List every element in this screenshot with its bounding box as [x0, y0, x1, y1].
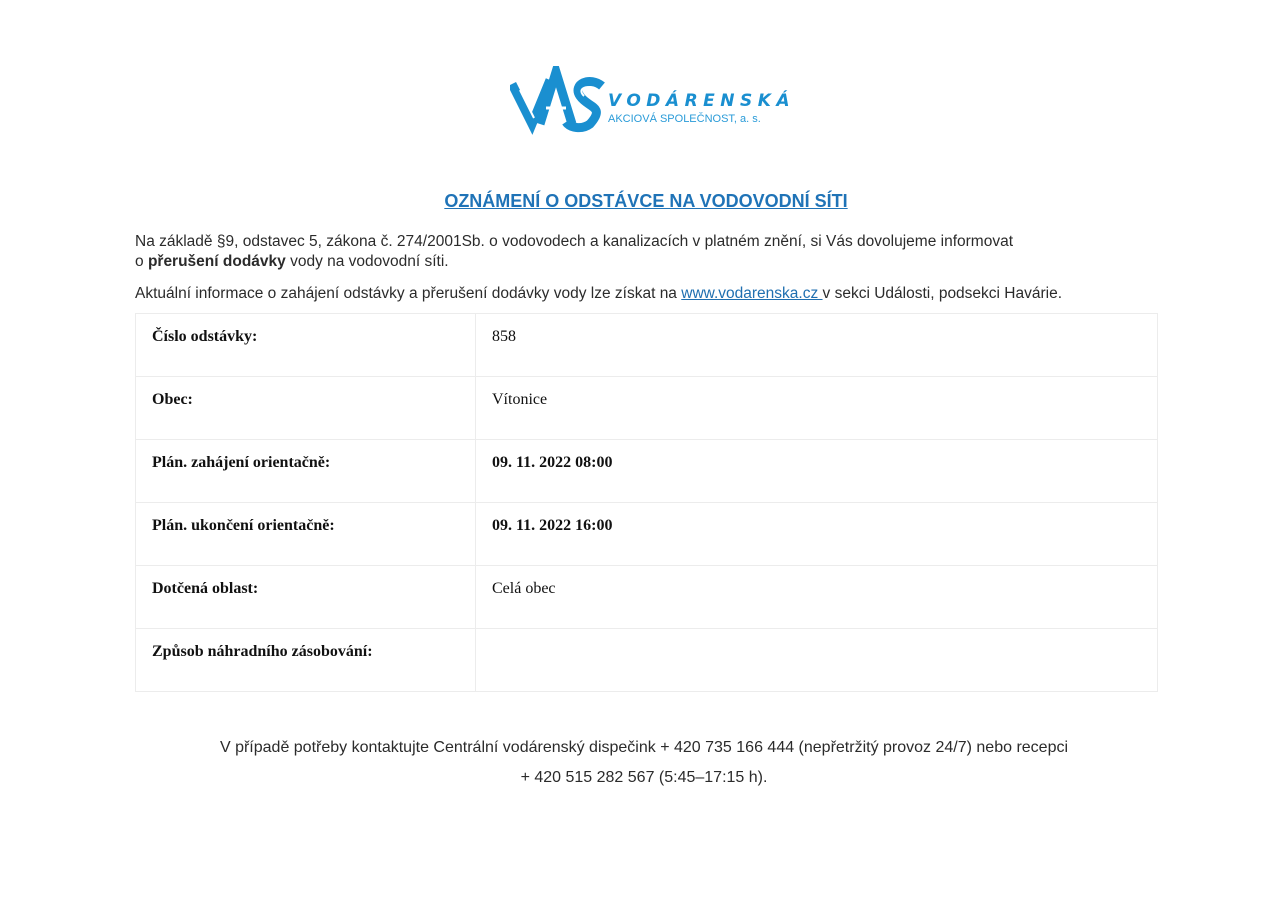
info-paragraph — [135, 284, 1175, 304]
table-row — [136, 314, 1158, 377]
row-value: 09. 11. 2022 08:00 — [476, 440, 1158, 503]
table-row — [136, 440, 1158, 503]
row-value: Celá obec — [476, 566, 1158, 629]
intro-line2-bold: přerušení dodávky — [147, 253, 286, 270]
row-label: Obec: — [136, 377, 476, 440]
intro-paragraph — [135, 232, 1135, 272]
contact-footer — [0, 733, 1280, 793]
outage-table — [135, 313, 1158, 692]
row-value — [476, 629, 1158, 692]
footer-line2: + 420 515 282 567 (5:45–17:15 h). — [520, 769, 768, 786]
intro-line2-prefix: o — [135, 253, 148, 270]
footer-line1: V případě potřeby kontaktujte Centrální vodárenský dispečink + 420 735 166 444 (nepřetržitý provoz 24/7) nebo recepci — [219, 739, 1069, 756]
row-label: Způsob náhradního zásobování: — [136, 629, 476, 692]
row-value: Vítonice — [476, 377, 1158, 440]
row-label: Dotčená oblast: — [136, 566, 476, 629]
row-value: 858 — [476, 314, 1158, 377]
info-prefix: Aktuální informace o zahájení odstávky a přerušení dodávky vody lze získat na — [135, 285, 682, 302]
table-row — [136, 503, 1158, 566]
row-label: Číslo odstávky: — [136, 314, 476, 377]
intro-line2-suffix: vody na vodovodní síti. — [285, 253, 449, 270]
logo-subtitle: AKCIOVÁ SPOLEČNOST, a. s. — [608, 113, 761, 125]
table-row — [136, 377, 1158, 440]
table-row — [136, 629, 1158, 692]
row-label: Plán. ukončení orientačně: — [136, 503, 476, 566]
page-title: OZNÁMENÍ O ODSTÁVCE NA VODOVODNÍ SÍTI — [444, 191, 848, 211]
vas-logo-icon — [510, 66, 610, 136]
row-label: Plán. zahájení orientačně: — [136, 440, 476, 503]
row-value: 09. 11. 2022 16:00 — [476, 503, 1158, 566]
company-logo — [510, 66, 800, 136]
website-link[interactable]: www.vodarenska.cz — [681, 285, 823, 302]
info-suffix: v sekci Události, podsekci Havárie. — [822, 285, 1063, 302]
logo-name: VODÁRENSKÁ — [608, 91, 796, 111]
table-row — [136, 566, 1158, 629]
intro-line1: Na základě §9, odstavec 5, zákona č. 274/2001Sb. o vodovodech a kanalizacích v platném znění, si Vás dovolujeme informovat — [135, 233, 1013, 250]
